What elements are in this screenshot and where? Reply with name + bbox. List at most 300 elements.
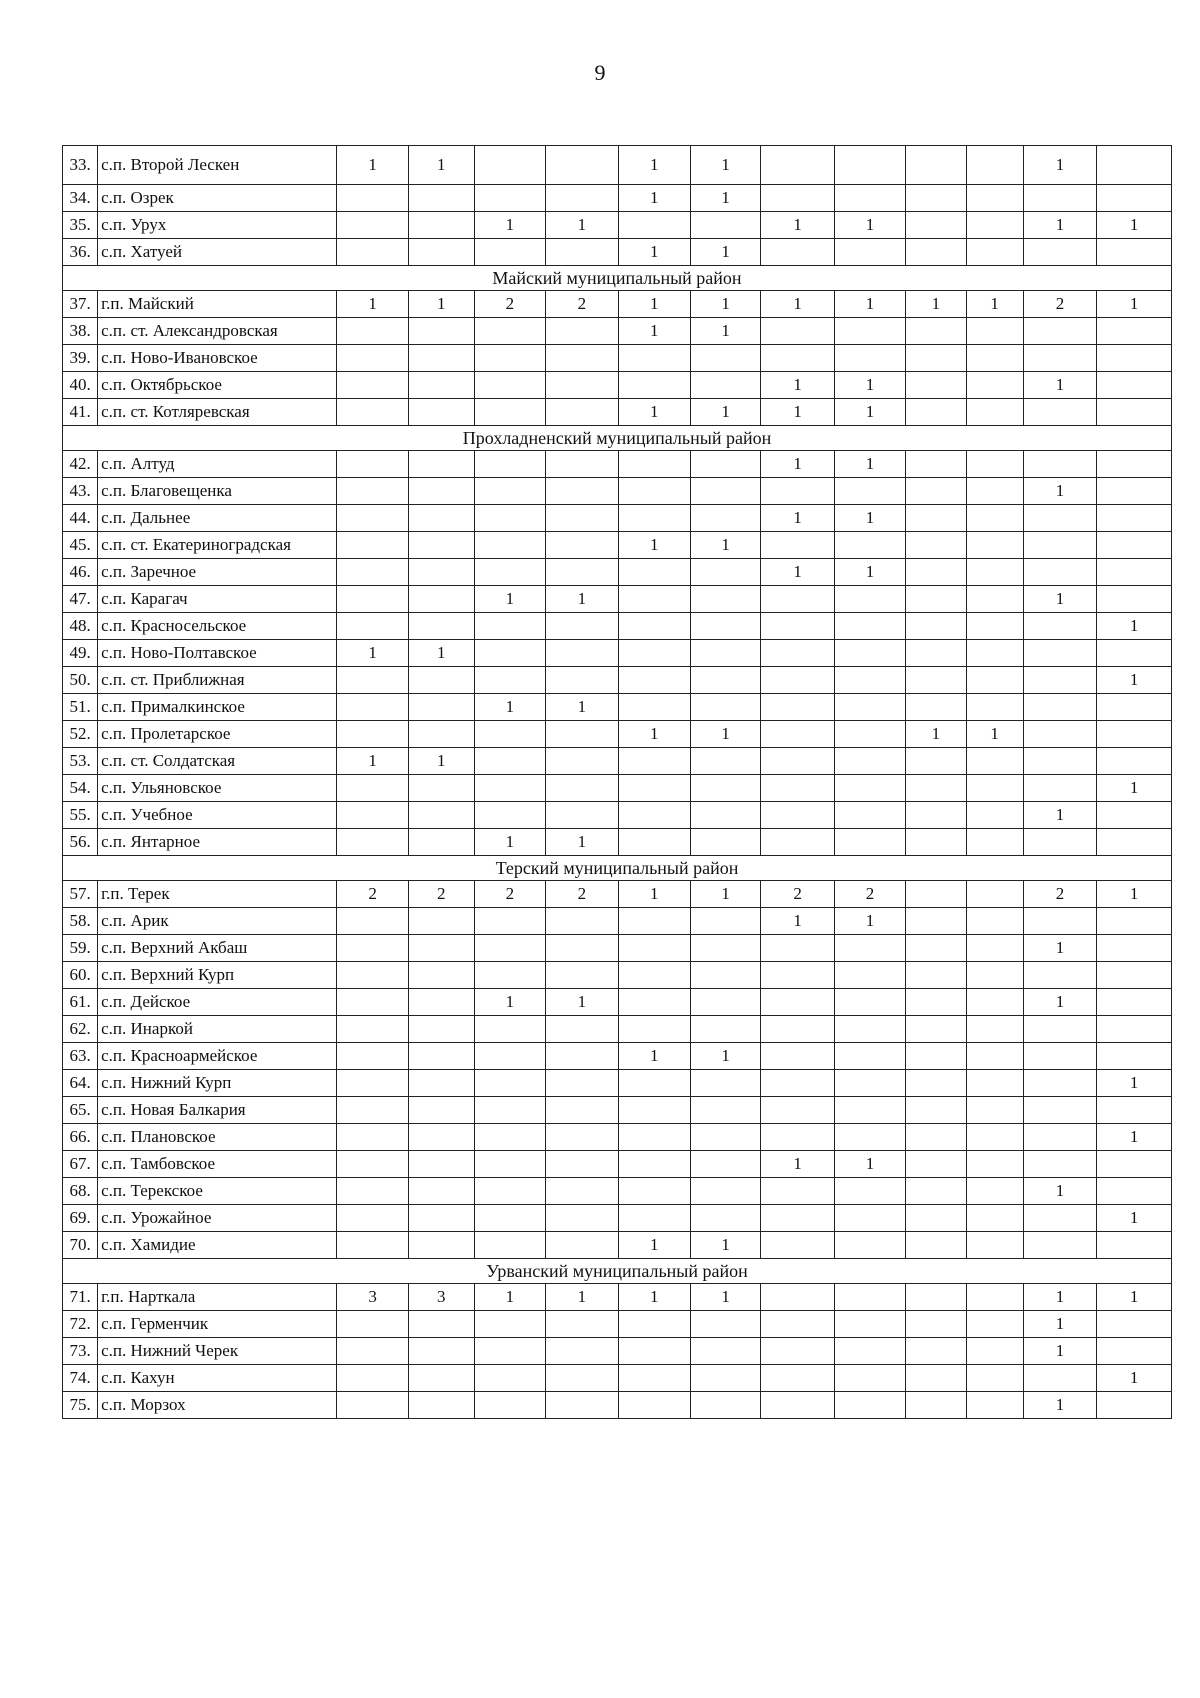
value-cell bbox=[966, 212, 1023, 239]
value-cell: 1 bbox=[546, 829, 618, 856]
value-cell: 1 bbox=[691, 291, 761, 318]
value-cell bbox=[1097, 1392, 1172, 1419]
value-cell bbox=[408, 1016, 474, 1043]
value-cell: 1 bbox=[1023, 802, 1097, 829]
value-cell bbox=[337, 1205, 408, 1232]
value-cell bbox=[474, 478, 545, 505]
table-row bbox=[63, 146, 1172, 185]
value-cell bbox=[966, 1284, 1023, 1311]
value-cell bbox=[906, 372, 966, 399]
value-cell bbox=[408, 1392, 474, 1419]
value-cell bbox=[966, 345, 1023, 372]
value-cell bbox=[337, 935, 408, 962]
value-cell bbox=[1097, 372, 1172, 399]
value-cell bbox=[618, 989, 690, 1016]
value-cell bbox=[691, 505, 761, 532]
value-cell: 1 bbox=[834, 451, 905, 478]
value-cell bbox=[761, 1205, 835, 1232]
value-cell: 1 bbox=[1023, 586, 1097, 613]
value-cell bbox=[966, 775, 1023, 802]
value-cell bbox=[906, 1232, 966, 1259]
table-row bbox=[63, 1178, 1172, 1205]
value-cell: 1 bbox=[834, 399, 905, 426]
value-cell: 1 bbox=[474, 212, 545, 239]
value-cell bbox=[337, 613, 408, 640]
row-number: 47. bbox=[63, 586, 98, 613]
district-title: Майский муниципальный район bbox=[63, 266, 1172, 291]
district-header-row bbox=[63, 856, 1172, 881]
value-cell: 2 bbox=[408, 881, 474, 908]
value-cell bbox=[337, 1392, 408, 1419]
value-cell: 1 bbox=[1023, 1338, 1097, 1365]
value-cell bbox=[1097, 1097, 1172, 1124]
value-cell bbox=[834, 829, 905, 856]
value-cell bbox=[966, 1205, 1023, 1232]
row-number: 71. bbox=[63, 1284, 98, 1311]
value-cell: 1 bbox=[546, 989, 618, 1016]
table-row bbox=[63, 212, 1172, 239]
row-number: 67. bbox=[63, 1151, 98, 1178]
value-cell: 1 bbox=[834, 908, 905, 935]
value-cell bbox=[1097, 146, 1172, 185]
value-cell bbox=[1097, 505, 1172, 532]
value-cell bbox=[966, 239, 1023, 266]
row-number: 36. bbox=[63, 239, 98, 266]
value-cell: 1 bbox=[691, 881, 761, 908]
row-number: 34. bbox=[63, 185, 98, 212]
value-cell: 1 bbox=[337, 291, 408, 318]
value-cell bbox=[1023, 775, 1097, 802]
row-number: 56. bbox=[63, 829, 98, 856]
value-cell: 1 bbox=[691, 318, 761, 345]
table-row bbox=[63, 185, 1172, 212]
value-cell bbox=[906, 1097, 966, 1124]
settlement-name: с.п. Янтарное bbox=[98, 829, 337, 856]
value-cell bbox=[1023, 694, 1097, 721]
value-cell: 1 bbox=[337, 748, 408, 775]
value-cell bbox=[337, 239, 408, 266]
value-cell bbox=[337, 1338, 408, 1365]
value-cell bbox=[691, 802, 761, 829]
table-row bbox=[63, 399, 1172, 426]
value-cell bbox=[408, 185, 474, 212]
value-cell bbox=[834, 667, 905, 694]
value-cell bbox=[966, 613, 1023, 640]
value-cell bbox=[1023, 1043, 1097, 1070]
value-cell bbox=[966, 1070, 1023, 1097]
value-cell bbox=[337, 318, 408, 345]
settlement-name: с.п. Ново-Полтавское bbox=[98, 640, 337, 667]
value-cell bbox=[408, 559, 474, 586]
value-cell: 1 bbox=[761, 212, 835, 239]
settlement-name: с.п. Дальнее bbox=[98, 505, 337, 532]
value-cell bbox=[834, 989, 905, 1016]
value-cell bbox=[834, 1365, 905, 1392]
value-cell bbox=[761, 989, 835, 1016]
row-number: 60. bbox=[63, 962, 98, 989]
value-cell: 1 bbox=[1097, 212, 1172, 239]
value-cell bbox=[691, 1151, 761, 1178]
value-cell bbox=[546, 505, 618, 532]
value-cell bbox=[408, 1232, 474, 1259]
value-cell bbox=[834, 1284, 905, 1311]
value-cell bbox=[618, 451, 690, 478]
row-number: 69. bbox=[63, 1205, 98, 1232]
settlement-name: с.п. Терекское bbox=[98, 1178, 337, 1205]
row-number: 50. bbox=[63, 667, 98, 694]
value-cell bbox=[618, 478, 690, 505]
value-cell bbox=[834, 721, 905, 748]
value-cell bbox=[1023, 559, 1097, 586]
value-cell bbox=[906, 667, 966, 694]
value-cell bbox=[337, 532, 408, 559]
row-number: 59. bbox=[63, 935, 98, 962]
value-cell bbox=[1023, 908, 1097, 935]
value-cell bbox=[691, 1016, 761, 1043]
value-cell bbox=[761, 1232, 835, 1259]
value-cell bbox=[1097, 640, 1172, 667]
settlement-name: с.п. Новая Балкария bbox=[98, 1097, 337, 1124]
value-cell bbox=[1023, 613, 1097, 640]
value-cell bbox=[761, 640, 835, 667]
value-cell bbox=[408, 667, 474, 694]
value-cell: 1 bbox=[1097, 1365, 1172, 1392]
value-cell bbox=[691, 748, 761, 775]
value-cell bbox=[408, 1178, 474, 1205]
value-cell bbox=[546, 640, 618, 667]
value-cell bbox=[834, 1070, 905, 1097]
table-row bbox=[63, 802, 1172, 829]
settlement-name: с.п. ст. Котляревская bbox=[98, 399, 337, 426]
value-cell bbox=[1097, 1178, 1172, 1205]
value-cell: 1 bbox=[1023, 989, 1097, 1016]
value-cell bbox=[408, 345, 474, 372]
value-cell bbox=[1023, 185, 1097, 212]
value-cell bbox=[337, 399, 408, 426]
value-cell: 1 bbox=[474, 1284, 545, 1311]
table-row bbox=[63, 640, 1172, 667]
value-cell: 1 bbox=[408, 640, 474, 667]
value-cell bbox=[761, 586, 835, 613]
value-cell bbox=[408, 1097, 474, 1124]
value-cell bbox=[618, 694, 690, 721]
value-cell: 1 bbox=[618, 1043, 690, 1070]
row-number: 55. bbox=[63, 802, 98, 829]
value-cell bbox=[546, 775, 618, 802]
value-cell: 1 bbox=[546, 1284, 618, 1311]
value-cell bbox=[337, 721, 408, 748]
value-cell bbox=[546, 559, 618, 586]
value-cell: 1 bbox=[691, 721, 761, 748]
settlement-name: с.п. Инаркой bbox=[98, 1016, 337, 1043]
value-cell bbox=[408, 451, 474, 478]
value-cell bbox=[691, 935, 761, 962]
value-cell bbox=[618, 372, 690, 399]
value-cell: 1 bbox=[1097, 1070, 1172, 1097]
row-number: 33. bbox=[63, 146, 98, 185]
value-cell bbox=[691, 1205, 761, 1232]
district-header-row bbox=[63, 1259, 1172, 1284]
row-number: 53. bbox=[63, 748, 98, 775]
value-cell bbox=[906, 1284, 966, 1311]
settlement-name: с.п. Красноармейское bbox=[98, 1043, 337, 1070]
table-row bbox=[63, 345, 1172, 372]
value-cell: 1 bbox=[691, 185, 761, 212]
value-cell bbox=[546, 318, 618, 345]
table-row bbox=[63, 1124, 1172, 1151]
value-cell bbox=[906, 748, 966, 775]
value-cell: 3 bbox=[337, 1284, 408, 1311]
value-cell bbox=[966, 1178, 1023, 1205]
value-cell bbox=[906, 532, 966, 559]
row-number: 35. bbox=[63, 212, 98, 239]
value-cell: 1 bbox=[408, 748, 474, 775]
value-cell bbox=[337, 478, 408, 505]
value-cell bbox=[834, 185, 905, 212]
table-body bbox=[63, 146, 1172, 1419]
value-cell bbox=[966, 1097, 1023, 1124]
value-cell bbox=[834, 478, 905, 505]
value-cell bbox=[834, 962, 905, 989]
value-cell bbox=[618, 1338, 690, 1365]
value-cell bbox=[691, 586, 761, 613]
value-cell bbox=[834, 1097, 905, 1124]
value-cell bbox=[966, 559, 1023, 586]
value-cell: 1 bbox=[1023, 1178, 1097, 1205]
value-cell: 1 bbox=[408, 291, 474, 318]
value-cell bbox=[966, 962, 1023, 989]
value-cell bbox=[408, 239, 474, 266]
value-cell: 1 bbox=[761, 505, 835, 532]
value-cell bbox=[1023, 532, 1097, 559]
value-cell bbox=[966, 1232, 1023, 1259]
value-cell bbox=[546, 721, 618, 748]
value-cell bbox=[966, 185, 1023, 212]
value-cell bbox=[761, 748, 835, 775]
value-cell bbox=[546, 532, 618, 559]
value-cell bbox=[618, 935, 690, 962]
value-cell bbox=[337, 372, 408, 399]
value-cell bbox=[546, 935, 618, 962]
value-cell: 1 bbox=[618, 318, 690, 345]
value-cell bbox=[906, 505, 966, 532]
value-cell bbox=[408, 505, 474, 532]
value-cell: 1 bbox=[761, 559, 835, 586]
value-cell bbox=[906, 399, 966, 426]
value-cell bbox=[906, 1124, 966, 1151]
value-cell bbox=[966, 1151, 1023, 1178]
value-cell bbox=[906, 640, 966, 667]
value-cell bbox=[618, 1097, 690, 1124]
value-cell bbox=[906, 935, 966, 962]
value-cell bbox=[546, 345, 618, 372]
value-cell bbox=[761, 239, 835, 266]
value-cell bbox=[691, 613, 761, 640]
value-cell: 1 bbox=[1097, 775, 1172, 802]
value-cell bbox=[1023, 239, 1097, 266]
value-cell: 1 bbox=[618, 532, 690, 559]
value-cell bbox=[834, 1311, 905, 1338]
value-cell: 1 bbox=[618, 721, 690, 748]
settlement-name: с.п. Благовещенка bbox=[98, 478, 337, 505]
value-cell: 2 bbox=[474, 881, 545, 908]
value-cell bbox=[618, 1151, 690, 1178]
value-cell bbox=[834, 802, 905, 829]
value-cell bbox=[474, 318, 545, 345]
value-cell bbox=[546, 146, 618, 185]
value-cell bbox=[834, 694, 905, 721]
row-number: 40. bbox=[63, 372, 98, 399]
value-cell bbox=[1097, 239, 1172, 266]
value-cell bbox=[337, 989, 408, 1016]
value-cell bbox=[761, 667, 835, 694]
value-cell bbox=[1097, 185, 1172, 212]
value-cell: 1 bbox=[337, 146, 408, 185]
value-cell bbox=[761, 935, 835, 962]
value-cell bbox=[408, 532, 474, 559]
value-cell bbox=[834, 586, 905, 613]
value-cell bbox=[691, 212, 761, 239]
row-number: 57. bbox=[63, 881, 98, 908]
settlement-name: с.п. Учебное bbox=[98, 802, 337, 829]
value-cell bbox=[337, 451, 408, 478]
value-cell bbox=[1097, 1232, 1172, 1259]
value-cell: 1 bbox=[691, 239, 761, 266]
value-cell bbox=[618, 829, 690, 856]
value-cell bbox=[1097, 721, 1172, 748]
value-cell: 1 bbox=[761, 1151, 835, 1178]
value-cell bbox=[906, 829, 966, 856]
value-cell bbox=[834, 1232, 905, 1259]
value-cell: 1 bbox=[834, 372, 905, 399]
value-cell: 1 bbox=[691, 1284, 761, 1311]
value-cell bbox=[966, 667, 1023, 694]
value-cell: 2 bbox=[1023, 881, 1097, 908]
value-cell bbox=[618, 345, 690, 372]
value-cell: 1 bbox=[1097, 881, 1172, 908]
value-cell bbox=[1023, 1124, 1097, 1151]
value-cell bbox=[408, 372, 474, 399]
value-cell bbox=[761, 802, 835, 829]
settlement-name: с.п. Тамбовское bbox=[98, 1151, 337, 1178]
row-number: 61. bbox=[63, 989, 98, 1016]
value-cell bbox=[906, 1016, 966, 1043]
row-number: 70. bbox=[63, 1232, 98, 1259]
value-cell bbox=[618, 1365, 690, 1392]
value-cell bbox=[966, 881, 1023, 908]
value-cell bbox=[906, 1392, 966, 1419]
value-cell bbox=[906, 239, 966, 266]
value-cell bbox=[761, 1124, 835, 1151]
value-cell: 1 bbox=[337, 640, 408, 667]
value-cell: 1 bbox=[618, 1232, 690, 1259]
value-cell bbox=[966, 1338, 1023, 1365]
settlement-name: с.п. Прималкинское bbox=[98, 694, 337, 721]
value-cell bbox=[906, 185, 966, 212]
table-row bbox=[63, 505, 1172, 532]
value-cell bbox=[474, 1070, 545, 1097]
page-number: 9 bbox=[594, 60, 606, 85]
value-cell bbox=[761, 532, 835, 559]
value-cell bbox=[761, 146, 835, 185]
value-cell bbox=[546, 613, 618, 640]
settlement-name: с.п. Урожайное bbox=[98, 1205, 337, 1232]
value-cell bbox=[337, 694, 408, 721]
value-cell bbox=[966, 1124, 1023, 1151]
value-cell bbox=[474, 345, 545, 372]
district-header-row bbox=[63, 426, 1172, 451]
value-cell bbox=[474, 1178, 545, 1205]
value-cell bbox=[618, 802, 690, 829]
value-cell: 1 bbox=[618, 1284, 690, 1311]
value-cell bbox=[691, 908, 761, 935]
value-cell bbox=[966, 505, 1023, 532]
value-cell bbox=[337, 212, 408, 239]
value-cell: 1 bbox=[1023, 372, 1097, 399]
value-cell bbox=[1023, 1097, 1097, 1124]
value-cell bbox=[1097, 559, 1172, 586]
allocation-table bbox=[62, 145, 1172, 1419]
value-cell bbox=[546, 372, 618, 399]
value-cell bbox=[546, 1311, 618, 1338]
value-cell bbox=[474, 1392, 545, 1419]
value-cell bbox=[761, 694, 835, 721]
value-cell: 1 bbox=[546, 586, 618, 613]
value-cell bbox=[966, 1311, 1023, 1338]
table-row bbox=[63, 1365, 1172, 1392]
value-cell bbox=[408, 1043, 474, 1070]
value-cell: 1 bbox=[1097, 1284, 1172, 1311]
value-cell bbox=[1097, 802, 1172, 829]
value-cell bbox=[408, 1205, 474, 1232]
value-cell bbox=[906, 1070, 966, 1097]
value-cell bbox=[546, 962, 618, 989]
settlement-name: с.п. ст. Екатериноградская bbox=[98, 532, 337, 559]
value-cell bbox=[761, 1338, 835, 1365]
value-cell bbox=[1023, 1205, 1097, 1232]
value-cell: 2 bbox=[761, 881, 835, 908]
value-cell bbox=[474, 1151, 545, 1178]
value-cell bbox=[546, 451, 618, 478]
value-cell bbox=[474, 1365, 545, 1392]
value-cell bbox=[761, 185, 835, 212]
value-cell bbox=[966, 640, 1023, 667]
value-cell bbox=[474, 640, 545, 667]
table-row bbox=[63, 559, 1172, 586]
table-row bbox=[63, 372, 1172, 399]
value-cell bbox=[691, 1070, 761, 1097]
value-cell bbox=[1097, 829, 1172, 856]
row-number: 66. bbox=[63, 1124, 98, 1151]
table-row bbox=[63, 667, 1172, 694]
value-cell bbox=[408, 775, 474, 802]
value-cell bbox=[546, 1365, 618, 1392]
value-cell bbox=[906, 345, 966, 372]
table-row bbox=[63, 1392, 1172, 1419]
value-cell: 1 bbox=[1023, 1284, 1097, 1311]
value-cell bbox=[761, 1284, 835, 1311]
value-cell bbox=[691, 1392, 761, 1419]
value-cell bbox=[906, 586, 966, 613]
value-cell bbox=[408, 1124, 474, 1151]
value-cell bbox=[474, 1124, 545, 1151]
value-cell bbox=[337, 1311, 408, 1338]
value-cell bbox=[618, 1392, 690, 1419]
value-cell bbox=[337, 1232, 408, 1259]
value-cell: 1 bbox=[618, 399, 690, 426]
value-cell: 1 bbox=[474, 989, 545, 1016]
district-header-row bbox=[63, 266, 1172, 291]
